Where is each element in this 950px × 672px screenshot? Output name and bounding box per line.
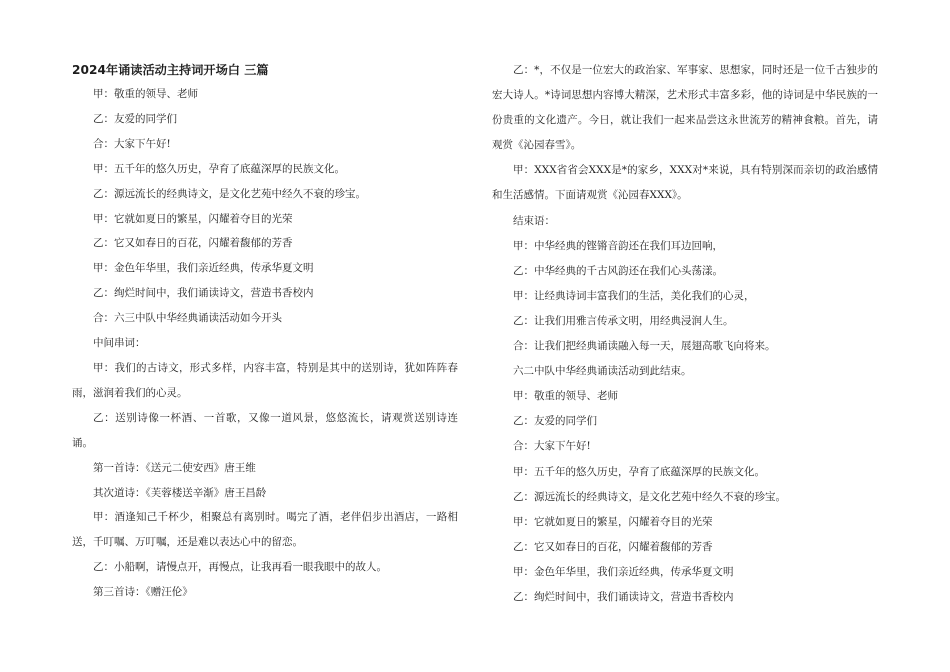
paragraph: 乙：源远流长的经典诗文，是文化艺苑中经久不衰的珍宝。 — [513, 490, 786, 503]
paragraph: 乙：送别诗像一杯酒、一首歌，又像一道风景，悠悠流长，请观赏送别诗连诵。 — [72, 411, 458, 449]
paragraph: 乙：绚烂时间中，我们诵读诗文，营造书香校内 — [513, 590, 734, 603]
paragraph: 甲：五千年的悠久历史，孕育了底蕴深厚的民族文化。 — [93, 162, 345, 175]
left-paragraph-list — [72, 82, 458, 605]
paragraph: 其次道诗：《芙蓉楼送辛渐》唐王昌龄 — [93, 486, 267, 499]
paragraph: 乙：让我们用雅言传承文明，用经典浸润人生。 — [513, 314, 734, 327]
paragraph: 乙：源远流长的经典诗文，是文化艺苑中经久不衰的珍宝。 — [93, 187, 366, 200]
paragraph: 合：六三中队中华经典诵读活动如今开头 — [93, 312, 282, 325]
paragraph: 乙：它又如春日的百花，闪耀着馥郁的芳香 — [513, 540, 713, 553]
paragraph: 中间串词： — [93, 337, 146, 350]
paragraph: 甲：它就如夏日的繁星，闪耀着夺目的光荣 — [93, 212, 293, 225]
paragraph: 六二中队中华经典诵读活动到此结束。 — [513, 365, 692, 378]
paragraph: 甲：酒逢知己千杯少，相聚总有离别时。喝完了酒，老伴侣步出酒店，一路相送，千叮嘱、万叮嘱，还是难以表达心中的留恋。 — [72, 511, 458, 549]
paragraph: 乙：*，不仅是一位宏大的政治家、军事家、思想家，同时还是一位千古独步的宏大诗人。*诗词思想内容博大精深，艺术形式丰富多彩，他的诗词是中华民族的一份贵重的文化遗产。今日，就让我们一起来品尝这永世流芳的精神食粮。首先，请观赏《沁园春雪》。 — [492, 64, 878, 152]
paragraph: 乙：它又如春日的百花，闪耀着馥郁的芳香 — [93, 237, 293, 250]
paragraph: 甲：让经典诗词丰富我们的生活，美化我们的心灵， — [513, 289, 755, 302]
paragraph: 乙：友爱的同学们 — [93, 112, 177, 125]
paragraph: 甲：金色年华里，我们亲近经典，传承华夏文明 — [513, 565, 734, 578]
paragraph: 甲：金色年华里，我们亲近经典，传承华夏文明 — [93, 262, 314, 275]
paragraph: 甲：我们的古诗文，形式多样，内容丰富，特别是其中的送别诗，犹如阵阵春雨，滋润着我们的心灵。 — [72, 361, 458, 399]
paragraph: 甲：中华经典的铿锵音韵还在我们耳边回响， — [513, 239, 723, 252]
document-title: 2024年诵读活动主持词开场白 三篇 — [72, 63, 269, 77]
paragraph: 甲：敬重的领导、老师 — [93, 88, 198, 100]
right-paragraph-list — [492, 58, 878, 610]
paragraph: 乙：中华经典的千古风韵还在我们心头荡漾。 — [513, 264, 723, 277]
left-column — [72, 58, 458, 605]
paragraph: 甲：敬重的领导、老师 — [513, 390, 618, 403]
paragraph: 合：大家下午好! — [93, 137, 171, 150]
paragraph: 乙：小船啊，请慢点开，再慢点，让我再看一眼我眼中的故人。 — [93, 561, 387, 574]
paragraph: 第一首诗：《送元二使安西》唐王维 — [93, 461, 256, 474]
paragraph: 甲：五千年的悠久历史，孕育了底蕴深厚的民族文化。 — [513, 465, 765, 478]
paragraph: 乙：绚烂时间中，我们诵读诗文，营造书香校内 — [93, 287, 314, 300]
paragraph: 第三首诗：《赠汪伦》 — [93, 586, 193, 599]
paragraph: 结束语： — [513, 214, 555, 227]
paragraph: 甲：XXX省省会XXX是*的家乡，XXX对*来说，具有特别深而亲切的政治感情和生活感情。下面请观赏《沁园春XXX》。 — [492, 164, 878, 202]
paragraph: 甲：它就如夏日的繁星，闪耀着夺目的光荣 — [513, 515, 713, 528]
paragraph: 合：让我们把经典诵读融入每一天，展翅高歌飞向将来。 — [513, 340, 776, 353]
right-column — [492, 58, 878, 610]
paragraph: 合：大家下午好! — [513, 440, 591, 453]
paragraph: 乙：友爱的同学们 — [513, 415, 597, 428]
